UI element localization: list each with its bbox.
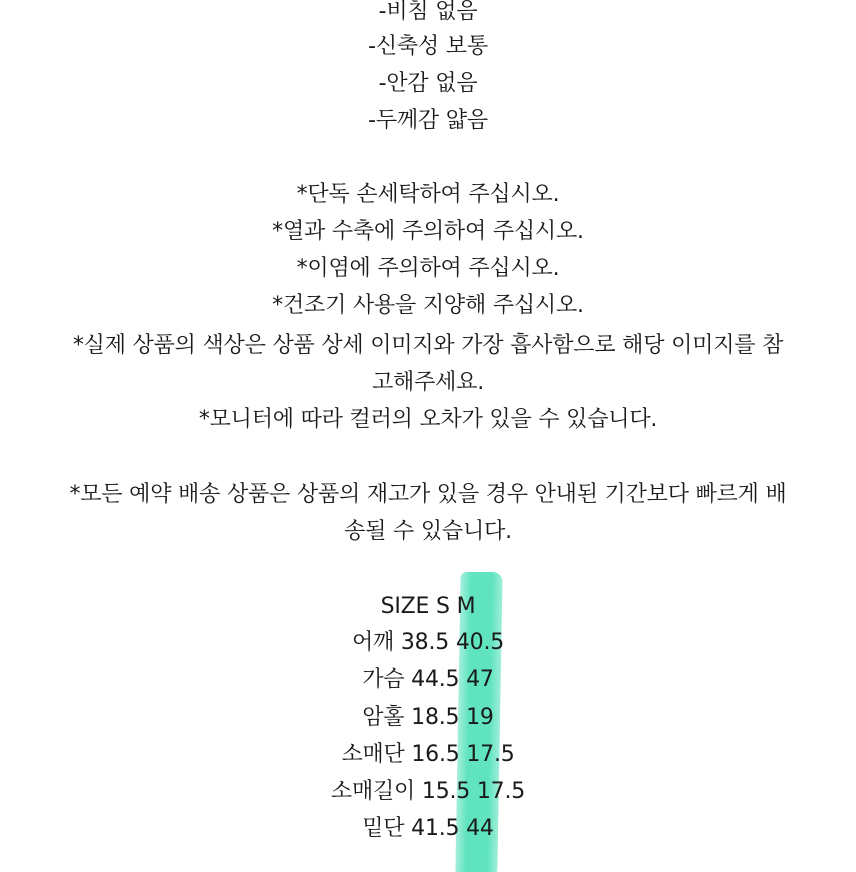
fabric-lining: -안감 없음 <box>378 71 478 96</box>
care-dye: *이염에 주의하여 주십시오. <box>296 256 560 281</box>
fabric-stretch: -신축성 보통 <box>368 34 488 59</box>
shipping-notice-line-1: *모든 예약 배송 상품은 상품의 재고가 있을 경우 안내된 기간보다 빠르게 배 <box>69 482 787 507</box>
size-row-chest: 가슴 44.5 47 <box>362 667 494 692</box>
care-dryer: *건조기 사용을 지양해 주십시오. <box>272 293 584 318</box>
monitor-notice: *모니터에 따라 컬러의 오차가 있을 수 있습니다. <box>198 407 658 432</box>
shipping-notice-line-2: 송될 수 있습니다. <box>344 519 512 544</box>
size-table-header: SIZE S M <box>380 594 476 619</box>
fabric-sheerness: -비침 없음 <box>378 0 478 24</box>
size-row-sleeve-opening: 소매단 16.5 17.5 <box>341 742 515 767</box>
color-notice-line-2: 고해주세요. <box>371 370 485 395</box>
size-row-hem: 밑단 41.5 44 <box>362 816 494 841</box>
color-notice-line-1: *실제 상품의 색상은 상품 상세 이미지와 가장 흡사함으로 해당 이미지를 참 <box>72 333 784 358</box>
care-heat: *열과 수축에 주의하여 주십시오. <box>272 219 584 244</box>
size-row-armhole: 암홀 18.5 19 <box>362 705 494 730</box>
size-row-shoulder: 어깨 38.5 40.5 <box>351 630 505 655</box>
care-wash: *단독 손세탁하여 주십시오. <box>296 182 560 207</box>
fabric-thickness: -두께감 얇음 <box>368 108 488 133</box>
size-row-sleeve-length: 소매길이 15.5 17.5 <box>330 779 526 804</box>
